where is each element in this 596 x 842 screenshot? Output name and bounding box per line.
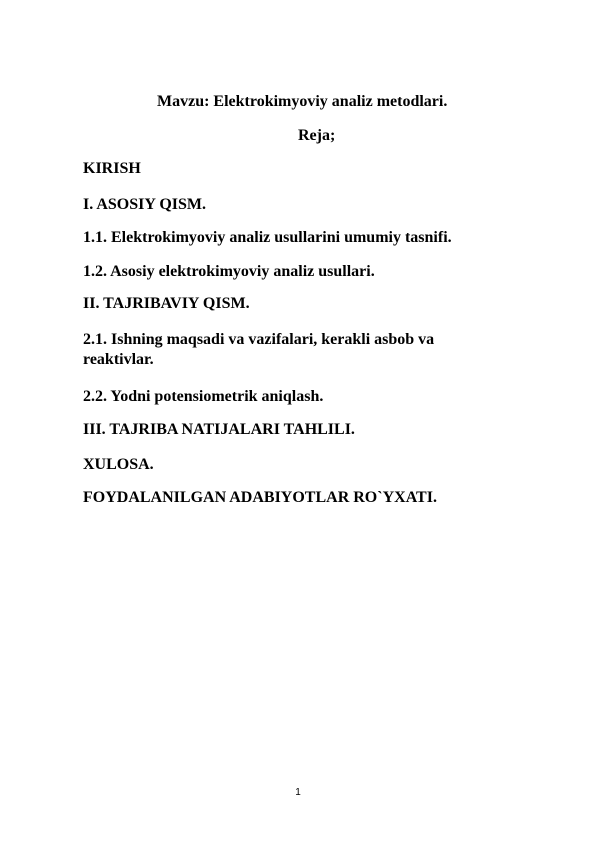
outline-item: 1.1. Elektrokimyoviy analiz usullarini umumiy tasnifi. — [83, 229, 452, 246]
page-number: 1 — [295, 787, 301, 798]
outline-item: I. ASOSIY QISM. — [83, 196, 206, 213]
outline-item: 1.2. Asosiy elektrokimyoviy analiz usullari. — [83, 263, 375, 280]
outline-item: KIRISH — [83, 160, 141, 177]
outline-item: III. TAJRIBA NATIJALARI TAHLILI. — [83, 421, 355, 438]
outline-item: 2.2. Yodni potensiometrik aniqlash. — [83, 388, 324, 405]
outline-item: FOYDALANILGAN ADABIYOTLAR RO`YXATI. — [83, 489, 437, 506]
outline-item: II. TAJRIBAVIY QISM. — [83, 295, 250, 312]
outline-item: XULOSA. — [83, 456, 154, 473]
document-title: Mavzu: Elektrokimyoviy analiz metodlari. — [157, 93, 448, 110]
outline-item: 2.1. Ishning maqsadi va vazifalari, kerakli asbob va reaktivlar. — [83, 331, 435, 368]
document-subtitle: Reja; — [298, 127, 336, 144]
